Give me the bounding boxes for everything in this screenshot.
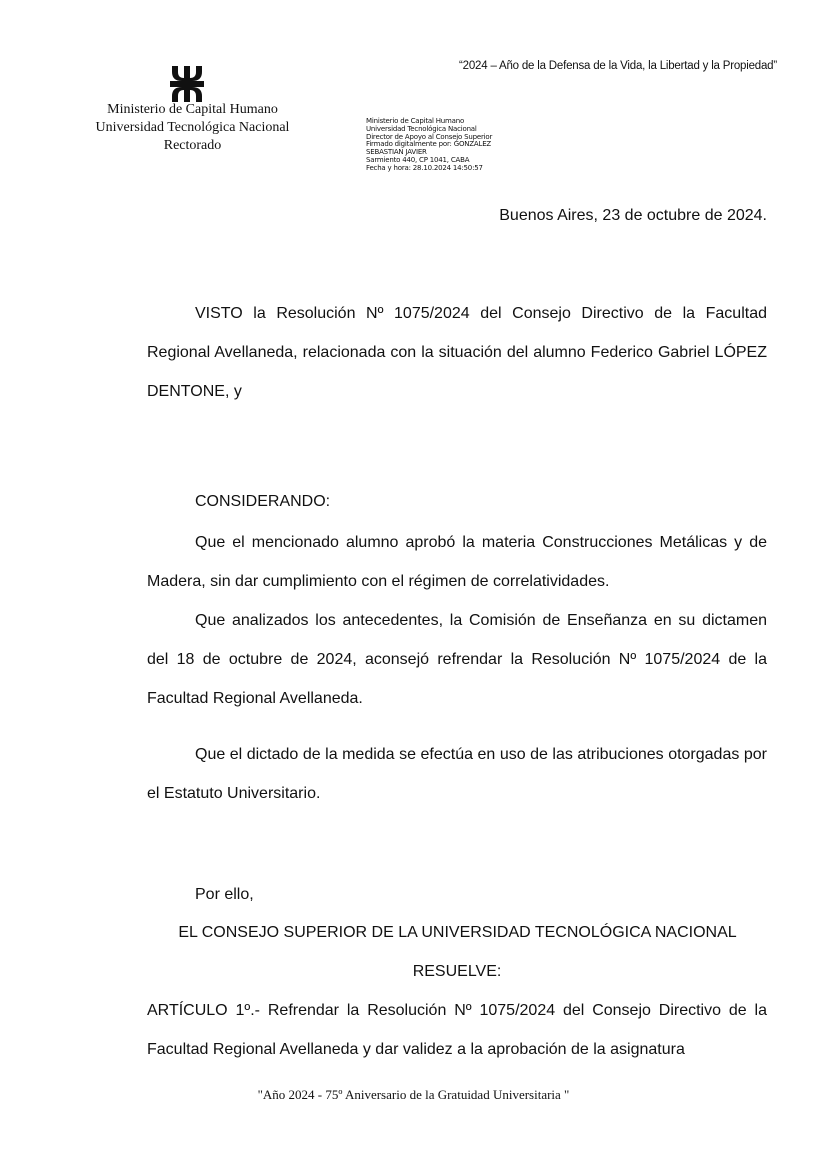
signature-line: Universidad Tecnológica Nacional bbox=[366, 124, 477, 133]
consejo-heading: EL CONSEJO SUPERIOR DE LA UNIVERSIDAD TECNOLÓGICA NACIONAL bbox=[178, 924, 737, 941]
considerando-paragraph: Que el dictado de la medida se efectúa en uso de las atribuciones otorgadas por el Estatuto Universitario. bbox=[147, 746, 767, 802]
considerando-heading: CONSIDERANDO: bbox=[195, 493, 331, 510]
resuelve-heading: RESUELVE: bbox=[412, 963, 502, 980]
signature-line: Sarmiento 440, CP 1041, CABA bbox=[366, 155, 470, 164]
articulo-1: ARTÍCULO 1º.- Refrendar la Resolución Nº 1075/2024 del Consejo Directivo de la Facultad Regional Avellaneda y dar validez a la aprobación de la asignatura bbox=[147, 1002, 767, 1058]
considerando-paragraph: Que el mencionado alumno aprobó la materia Construcciones Metálicas y de Madera, sin dar cumplimiento con el régimen de correlatividades. bbox=[147, 534, 767, 590]
signature-line: Ministerio de Capital Humano bbox=[366, 117, 465, 125]
institution-line: Rectorado bbox=[163, 138, 222, 153]
footer-motto: "Año 2024 - 75º Aniversario de la Gratuidad Universitaria " bbox=[257, 1087, 570, 1102]
institution-line: Universidad Tecnológica Nacional bbox=[95, 120, 290, 135]
signature-line: Fecha y hora: 28.10.2024 14:50:57 bbox=[366, 163, 483, 172]
signature-line: Director de Apoyo al Consejo Superior bbox=[366, 132, 493, 141]
utn-logo-icon bbox=[170, 66, 204, 102]
institution-line: Ministerio de Capital Humano bbox=[107, 102, 278, 117]
header-motto: “2024 – Año de la Defensa de la Vida, la Libertad y la Propiedad” bbox=[459, 60, 777, 72]
visto-paragraph: VISTO la Resolución Nº 1075/2024 del Consejo Directivo de la Facultad Regional Avellaneda, relacionada con la situación del alumno Federico Gabriel LÓPEZ DENTONE, y bbox=[147, 305, 767, 400]
digital-signature-stamp bbox=[366, 118, 492, 173]
considerando-paragraph: Que analizados los antecedentes, la Comisión de Enseñanza en su dictamen del 18 de octubre de 2024, aconsejó refrendar la Resolución Nº 1075/2024 de la Facultad Regional Avellaneda. bbox=[147, 612, 767, 707]
signature-line: Firmado digitalmente por: GONZALEZ bbox=[366, 140, 492, 149]
por-ello: Por ello, bbox=[195, 886, 254, 903]
signature-line: SEBASTIAN JAVIER bbox=[366, 148, 427, 157]
institution-block bbox=[70, 101, 315, 155]
date-line: Buenos Aires, 23 de octubre de 2024. bbox=[499, 207, 767, 224]
